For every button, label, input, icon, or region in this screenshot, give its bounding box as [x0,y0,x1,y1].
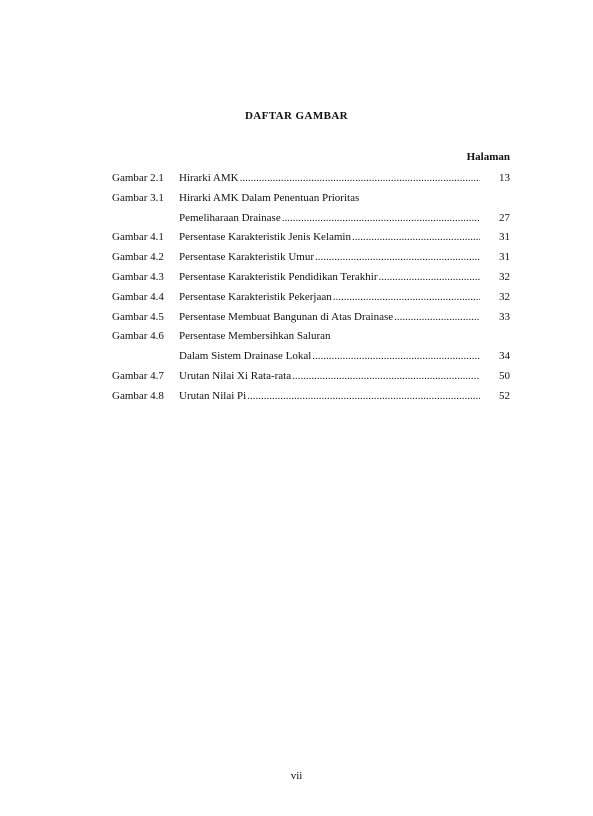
figure-page-number: 27 [499,211,510,224]
figure-list-item [112,347,510,367]
figure-title: Pemeliharaan Drainase [179,211,281,224]
figure-page-number: 32 [499,270,510,283]
page-number: vii [290,770,303,782]
figure-label: Gambar 2.1 [112,172,164,184]
figure-page-number: 33 [499,310,510,323]
figure-list-item [112,367,510,387]
figure-title: Persentase Karakteristik Pekerjaan [179,290,332,303]
figure-title: Persentase Karakteristik Umur [179,251,315,264]
dot-leader [394,308,480,328]
figure-list-item [112,189,510,209]
figure-label: Gambar 4.6 [112,330,164,343]
dot-leader [333,288,480,308]
figure-list-item [112,268,510,288]
figure-entry [179,288,510,308]
figure-list-item [112,209,510,229]
figure-title: Persentase Karakteristik Jenis Kelamin [179,231,351,244]
figure-entry [179,209,510,229]
figure-entry [179,189,510,209]
dot-leader [247,387,480,407]
figure-title: Persentase Karakteristik Pendidikan Terakhir [179,270,378,283]
figure-title: Urutan Nilai Pi [179,389,247,402]
figure-list [112,169,510,407]
dot-leader [379,268,481,288]
figure-list-item [112,248,510,268]
figure-list-item [112,308,510,328]
page-column-header: Halaman [466,151,510,163]
figure-label: Gambar 4.2 [112,251,164,264]
page-title: DAFTAR GAMBAR [244,110,349,122]
figure-entry [179,308,510,328]
figure-entry [179,367,510,387]
figure-label: Gambar 4.8 [112,389,164,402]
figure-label: Gambar 4.5 [112,310,164,323]
figure-list-item [112,327,510,347]
figure-page-number: 52 [499,389,510,402]
figure-entry [179,327,510,347]
figure-list-item [112,169,510,189]
figure-entry [179,268,510,288]
figure-title: Urutan Nilai Xi Rata-rata [179,369,292,382]
dot-leader [312,347,480,367]
figure-label: Gambar 3.1 [112,191,164,204]
dot-leader [315,248,480,268]
figure-entry [179,169,510,189]
figure-page-number: 31 [499,231,510,244]
dot-leader [240,169,480,189]
dot-leader [282,209,480,229]
figure-page-number: 31 [499,251,510,264]
figure-page-number: 13 [499,172,510,184]
figure-list-item [112,288,510,308]
figure-list-item [112,387,510,407]
figure-label: Gambar 4.1 [112,231,164,244]
figure-title: Hirarki AMK [179,172,239,184]
figure-entry [179,248,510,268]
figure-label: Gambar 4.3 [112,270,164,283]
figure-title: Dalam Sistem Drainase Lokal [179,350,312,363]
figure-title: Persentase Membersihkan Saluran [179,330,331,343]
figure-entry [179,387,510,407]
figure-entry [179,228,510,248]
figure-list-item [112,228,510,248]
figure-page-number: 34 [499,350,510,363]
figure-title: Hirarki AMK Dalam Penentuan Prioritas [179,191,360,204]
figure-page-number: 50 [499,369,510,382]
dot-leader [292,367,480,387]
figure-entry [179,347,510,367]
dot-leader [352,228,480,248]
figure-label: Gambar 4.7 [112,369,164,382]
figure-title: Persentase Membuat Bangunan di Atas Drainase [179,310,394,323]
figure-label: Gambar 4.4 [112,290,164,303]
figure-page-number: 32 [499,290,510,303]
